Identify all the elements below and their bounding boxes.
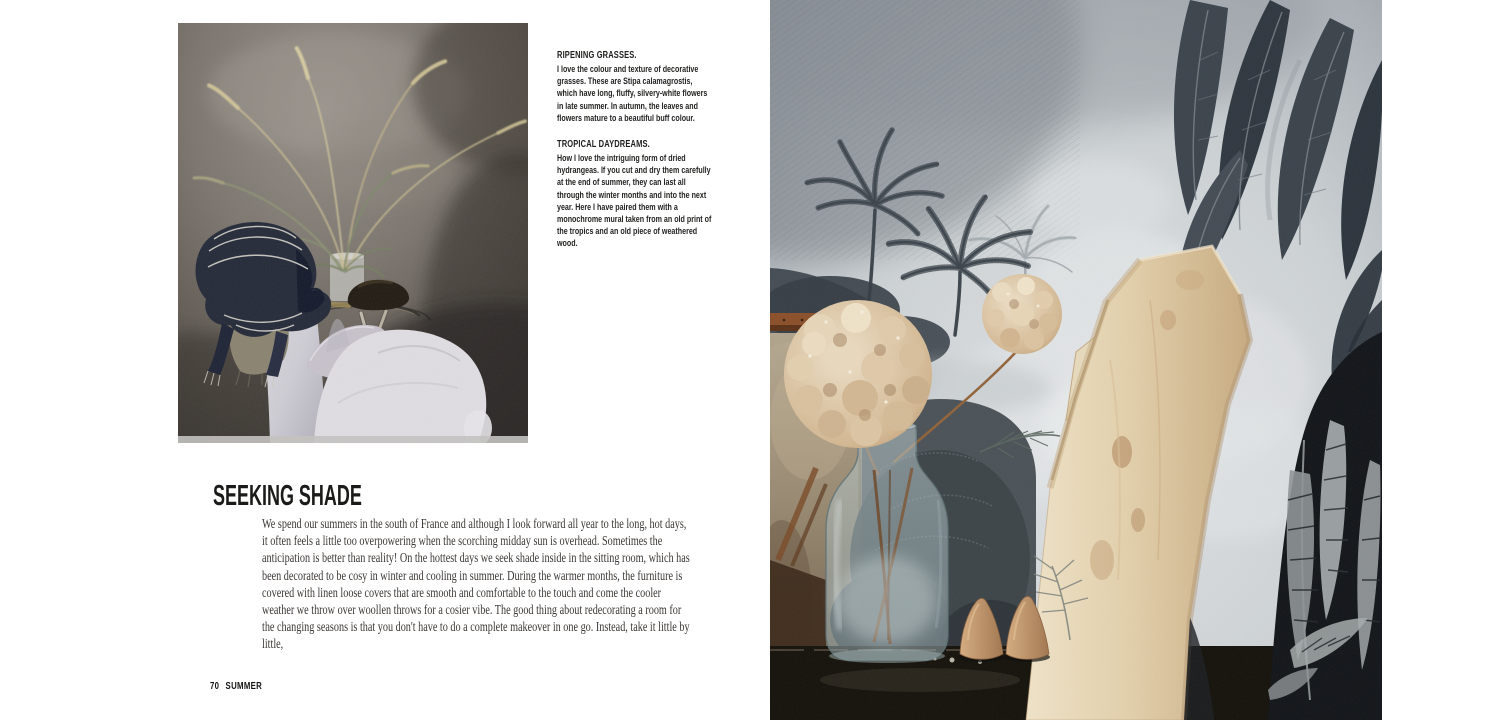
- caption-title: TROPICAL DAYDREAMS.: [557, 139, 650, 151]
- hydrangea-mural-photo: [770, 0, 1382, 720]
- section-label: SUMMER: [225, 681, 263, 692]
- caption-block: [557, 139, 712, 251]
- caption-body: How I love the intriguing form of dried hydrangeas. If you cut and dry them carefully at the end of summer, they can last all through the winter months and into the next year. Here I have paired them with a monochrome mural taken from an old print of the tropics and an old piece of weathered wood.: [557, 153, 712, 250]
- caption-body: I love the colour and texture of decorative grasses. These are Stipa calamagrostis, which have long, fluffy, silvery-white flowers in late summer. In autumn, the leaves and flowers mature to a beautiful buff colour.: [557, 64, 708, 124]
- section-heading: SEEKING SHADE: [213, 480, 362, 512]
- caption-title: RIPENING GRASSES.: [557, 50, 637, 61]
- caption-block: [557, 50, 712, 125]
- page-footer: [210, 681, 262, 692]
- armchair-grasses-photo: [178, 23, 528, 443]
- photo-captions: [557, 50, 712, 265]
- body-paragraph: We spend our summers in the south of France and although I look forward all year to the long, hot days, it often feels a little too overpowering when the scorching midday sun is overhead. Sometimes the anticipation is better than reality! On the hottest days we seek shade inside in the sitting room, which has been decorated to be cosy in winter and cooling in summer. During the warmer months, the furniture is covered with linen loose covers that are smooth and comfortable to the touch and come the cooler weather we throw over woollen throws for a cosier vibe. The good thing about redecorating a room for the changing seasons is that you don't have to do a complete makeover in one go. Instead, take it little by little,: [262, 516, 690, 652]
- page-number: 70: [210, 681, 220, 692]
